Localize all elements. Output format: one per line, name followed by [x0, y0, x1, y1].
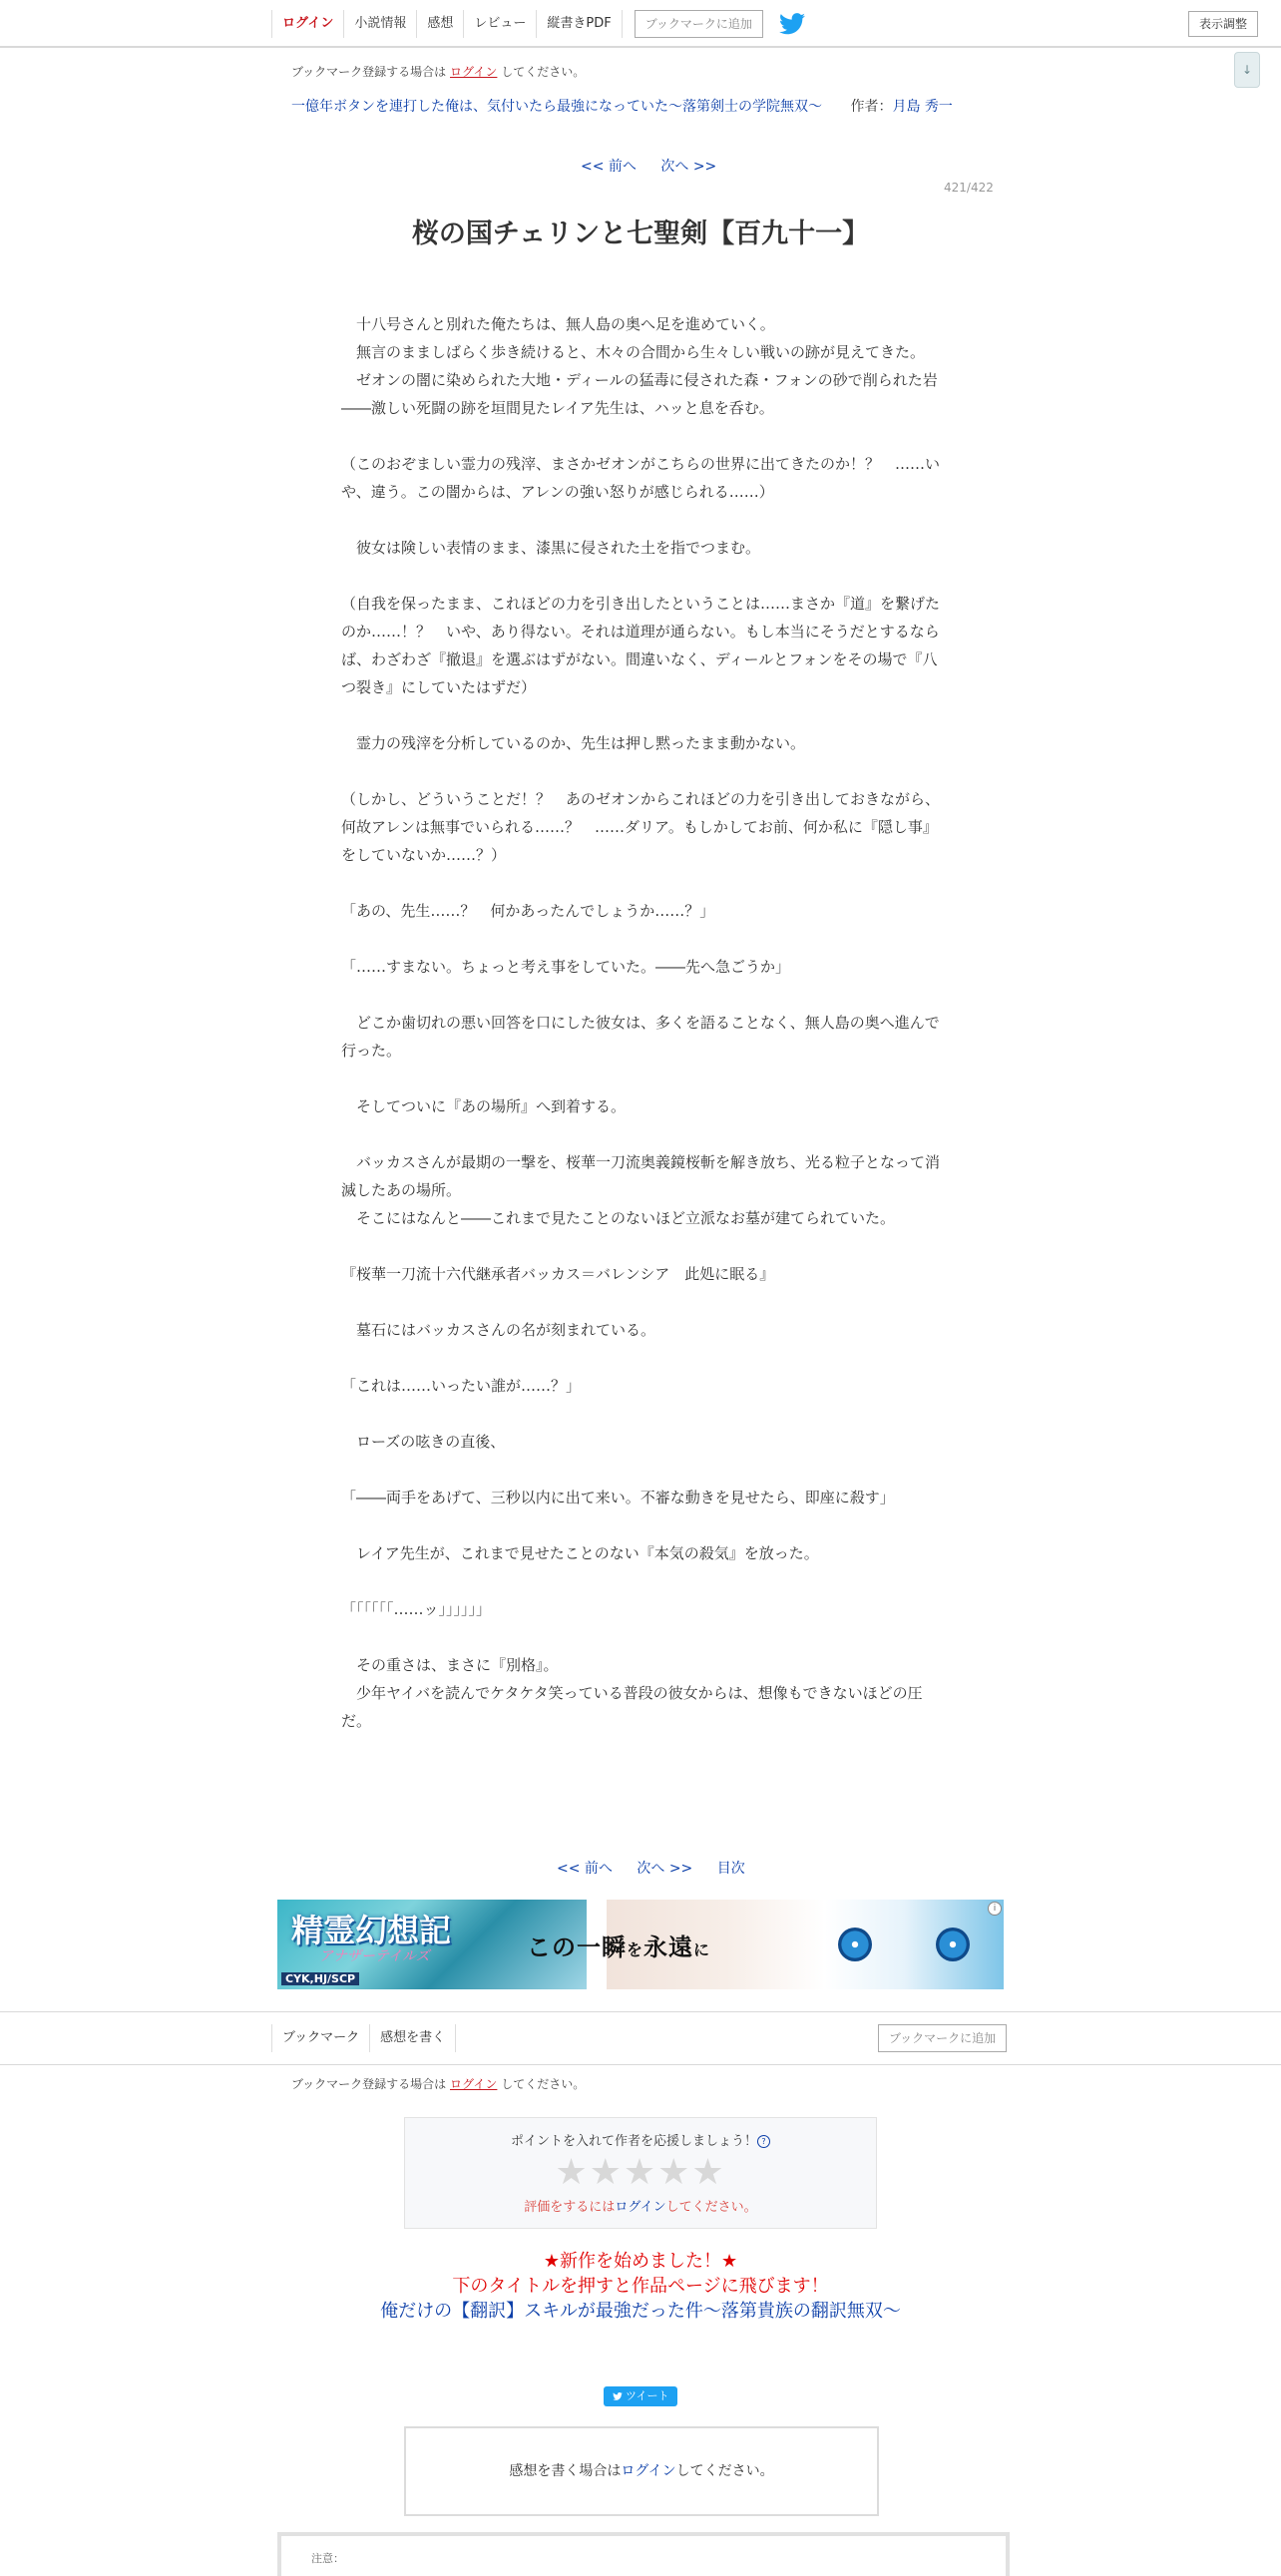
rating-require-prefix: 評価をするには	[524, 2200, 616, 2215]
top-nav-bar	[0, 0, 1281, 48]
body-paragraph: 「――両手をあげて、三秒以内に出て来い。不審な動きを見せたら、即座に殺す」	[341, 1489, 895, 1506]
promo-new-novel-link[interactable]: 俺だけの【翻訳】スキルが最強だった件～落第貴族の翻訳無双～	[380, 2301, 901, 2322]
blank-line	[341, 1232, 940, 1260]
body-paragraph: 『桜華一刀流十六代継承者バッカス＝バレンシア 此処に眠る』	[341, 1265, 775, 1283]
chapter-body	[341, 310, 940, 1735]
author-label: 作者：	[850, 99, 893, 115]
promo-line-2: 下のタイトルを押すと作品ページに飛びます！	[452, 2276, 829, 2297]
ad-tagline-d: に	[693, 1940, 711, 1959]
body-paragraph: 少年ヤイバを読んでケタケタ笑っている普段の彼女からは、想像もできないほどの圧だ。	[341, 1684, 923, 1730]
table-of-contents-link[interactable]: 目次	[716, 1861, 745, 1877]
bookmark-note-prefix: ブックマーク登録する場合は	[291, 65, 447, 79]
rating-caption-text: ポイントを入れて作者を応援しましょう！	[510, 2134, 757, 2149]
ad-tagline-c: 永遠	[643, 1932, 694, 1961]
chapter-title: 桜の国チェリンと七聖剣【百九十一】	[411, 218, 870, 249]
ad-info-icon[interactable]: i	[988, 1902, 1002, 1916]
body-paragraph: （このおぞましい霊力の残滓、まさかゼオンがこちらの世界に出てきたのか！？ ……いや、違う。この闇からは、アレンの強い怒りが感じられる……）	[341, 455, 941, 501]
next-chapter-link-bottom[interactable]: 次へ >>	[637, 1861, 693, 1877]
body-paragraph: そこにはなんと――これまで見たことのないほど立派なお墓が建てられていた。	[341, 1209, 896, 1227]
promo-line-1: ★新作を始めました！★	[543, 2251, 738, 2272]
notice-panel	[277, 2532, 1010, 2576]
ad-character-eye-left	[838, 1928, 872, 1961]
series-info	[291, 96, 953, 116]
bookmark-note-bottom-suffix: してください。	[501, 2077, 586, 2091]
pager-bottom	[547, 1858, 755, 1878]
blank-line	[341, 757, 940, 785]
blank-line	[341, 1065, 940, 1092]
impression-suffix: してください。	[675, 2463, 774, 2479]
blank-line	[341, 869, 940, 897]
bookmark-add-button[interactable]: ブックマークに追加	[635, 10, 763, 38]
body-paragraph: どこか歯切れの悪い回答を口にした彼女は、多くを語ることなく、無人島の奥へ進んで行った。	[341, 1014, 940, 1060]
impression-login-link[interactable]: ログイン	[621, 2463, 676, 2479]
nav-novel-info[interactable]: 小説情報	[344, 10, 417, 38]
body-paragraph: 無言のまましばらく歩き続けると、木々の合間から生々しい戦いの跡が見えてきた。	[341, 343, 926, 361]
bottom-tab-write-impression[interactable]: 感想を書く	[369, 2024, 456, 2052]
top-nav	[271, 10, 805, 38]
blank-line	[341, 701, 940, 729]
ad-tagline-a: この一瞬	[527, 1932, 627, 1961]
bottom-tab-bookmark[interactable]: ブックマーク	[271, 2024, 369, 2052]
tweet-button[interactable]	[604, 2386, 677, 2406]
tweet-label: ツイート	[626, 2389, 669, 2402]
body-paragraph: レイア先生が、これまで見せたことのない『本気の殺気』を放った。	[341, 1544, 819, 1562]
blank-line	[341, 506, 940, 534]
body-paragraph: バッカスさんが最期の一撃を、桜華一刀流奥義鏡桜斬を解き放ち、光る粒子となって消滅したあの場所。	[341, 1153, 941, 1199]
rating-box	[404, 2117, 877, 2229]
ad-tagline	[527, 1928, 710, 1962]
blank-line	[341, 1456, 940, 1484]
body-paragraph: 「「「「「「……ッ」」」」」」	[341, 1600, 492, 1618]
ad-banner[interactable]	[277, 1900, 1004, 1989]
rating-caption	[405, 2130, 876, 2149]
blank-line	[341, 1288, 940, 1316]
tweet-bird-icon	[613, 2392, 623, 2400]
blank-line	[341, 1120, 940, 1148]
rating-login-link[interactable]: ログイン	[615, 2200, 666, 2215]
body-paragraph: 「……すまない。ちょっと考え事をしていた。――先へ急ごうか」	[341, 958, 791, 976]
prev-chapter-link[interactable]: << 前へ	[581, 159, 637, 175]
rating-require-suffix: してください。	[665, 2200, 757, 2215]
twitter-icon[interactable]	[779, 13, 805, 35]
author-link[interactable]: 月島 秀一	[892, 99, 953, 115]
blank-line	[341, 1400, 940, 1428]
bookmark-add-button-bottom[interactable]: ブックマークに追加	[878, 2024, 1007, 2052]
bottom-tabs	[271, 2024, 456, 2052]
nav-impressions[interactable]: 感想	[417, 10, 464, 38]
blank-line	[341, 562, 940, 590]
display-settings-button[interactable]: 表示調整	[1188, 11, 1258, 37]
scroll-down-button[interactable]: ↓	[1234, 52, 1260, 88]
pager-top	[571, 156, 726, 176]
body-paragraph: 十八号さんと別れた俺たちは、無人島の奥へ足を進めていく。	[341, 315, 775, 333]
body-paragraph: （しかし、どういうことだ！？ あのゼオンからこれほどの力を引き出しておきながら、何故アレンは無事でいられる……？ ……ダリア。もしかしてお前、何か私に『隠し事』をしていないか……？）	[341, 790, 941, 864]
blank-line	[341, 925, 940, 953]
body-paragraph: ローズの呟きの直後、	[341, 1433, 506, 1451]
body-paragraph: ゼオンの闇に染められた大地・ディールの猛毒に侵された森・フォンの砂で削られた岩――激しい死闘の跡を垣間見たレイア先生は、ハッと息を呑む。	[341, 371, 938, 417]
body-paragraph: 彼女は険しい表情のまま、漆黒に侵された土を指でつまむ。	[341, 539, 761, 557]
bookmark-note-bottom-prefix: ブックマーク登録する場合は	[291, 2077, 447, 2091]
blank-line	[341, 981, 940, 1009]
impression-prefix: 感想を書く場合は	[509, 2463, 622, 2479]
notice-label: 注意：	[311, 2552, 344, 2565]
bottom-nav-bar	[0, 2011, 1281, 2065]
help-icon[interactable]: ?	[757, 2135, 770, 2148]
body-paragraph: 「これは……いったい誰が……？」	[341, 1377, 582, 1395]
nav-review[interactable]: レビュー	[464, 10, 537, 38]
impression-login-message	[406, 2460, 877, 2480]
next-chapter-link[interactable]: 次へ >>	[660, 159, 717, 175]
ad-banner-right[interactable]	[527, 1900, 1004, 1989]
bookmark-note-login-link[interactable]: ログイン	[450, 65, 498, 79]
ad-subtitle: アナザーテイルズ	[319, 1948, 430, 1964]
blank-line	[341, 1567, 940, 1595]
series-title-link[interactable]: 一億年ボタンを連打した俺は、気付いたら最強になっていた～落第剣士の学院無双～	[291, 99, 822, 115]
body-paragraph: その重さは、まさに『別格』。	[341, 1656, 559, 1674]
body-paragraph: （自我を保ったまま、これほどの力を引き出したということは……まさか『道』を繋げたのか……！？ いや、あり得ない。それは道理が通らない。もし本当にそうだとするならば、わざわざ『撤退』を選ぶはずがない。間違いなく、ディールとフォンをその場で『八つ裂き』にしていたはずだ）	[341, 595, 941, 696]
body-paragraph: 霊力の残滓を分析しているのか、先生は押し黙ったまま動かない。	[341, 734, 806, 752]
body-paragraph: そしてついに『あの場所』へ到着する。	[341, 1097, 627, 1115]
nav-vertical-pdf[interactable]: 縦書きPDF	[537, 10, 622, 38]
ad-publisher: CYK,HJ/SCP	[281, 1972, 359, 1985]
body-paragraph: 「あの、先生……？ 何かあったんでしょうか……？」	[341, 902, 715, 920]
page-count: 421/422	[944, 181, 994, 195]
rating-login-required	[405, 2196, 876, 2215]
bookmark-note	[291, 63, 585, 80]
ad-title: 精霊幻想記	[291, 1912, 452, 1949]
body-paragraph: 墓石にはバッカスさんの名が刻まれている。	[341, 1321, 656, 1339]
bookmark-note-suffix: してください。	[501, 65, 586, 79]
prev-chapter-link-bottom[interactable]: << 前へ	[557, 1861, 613, 1877]
blank-line	[341, 1344, 940, 1372]
blank-line	[341, 1511, 940, 1539]
ad-character-eye-right	[936, 1928, 970, 1961]
rating-stars[interactable]: ★★★★★	[555, 2152, 726, 2193]
blank-line	[341, 422, 940, 450]
nav-login[interactable]: ログイン	[271, 10, 344, 38]
impression-box	[404, 2426, 879, 2516]
ad-tagline-b: を	[627, 1940, 644, 1959]
blank-line	[341, 1623, 940, 1651]
bookmark-note-bottom	[291, 2075, 585, 2092]
bookmark-note-bottom-login-link[interactable]: ログイン	[450, 2077, 498, 2091]
